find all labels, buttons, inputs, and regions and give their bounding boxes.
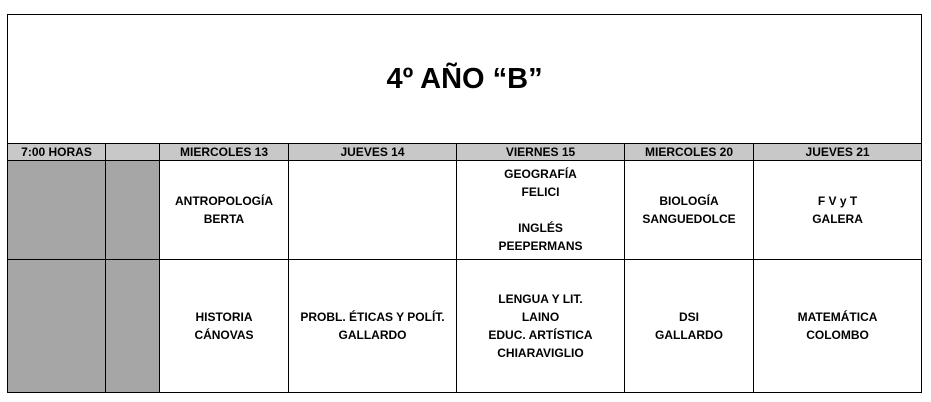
gray-cell	[106, 161, 160, 260]
class-cell	[289, 260, 457, 393]
day-header: JUEVES 21	[754, 144, 922, 161]
class-cell	[160, 161, 289, 260]
class-line: GALERA	[812, 212, 863, 226]
time-header: 7:00 HORAS	[8, 144, 106, 161]
class-line: MATEMÁTICA	[797, 310, 878, 324]
class-cell	[625, 260, 754, 393]
class-line: LENGUA Y LIT.	[498, 292, 583, 306]
day-header: VIERNES 15	[457, 144, 625, 161]
page-title: 4º AÑO “B”	[8, 15, 922, 144]
class-cell	[160, 260, 289, 393]
schedule-table	[7, 14, 922, 393]
header-row	[8, 144, 922, 161]
schedule-sheet	[7, 14, 921, 394]
class-cell	[625, 161, 754, 260]
class-line: COLOMBO	[806, 328, 869, 342]
blank-header	[106, 144, 160, 161]
day-header: JUEVES 14	[289, 144, 457, 161]
class-cell	[754, 161, 922, 260]
table-row	[8, 161, 922, 260]
class-line: CÁNOVAS	[194, 328, 254, 342]
day-header: MIERCOLES 13	[160, 144, 289, 161]
class-line: GEOGRAFÍA	[504, 167, 577, 181]
day-header: MIERCOLES 20	[625, 144, 754, 161]
blank-line	[457, 201, 624, 219]
class-line: GALLARDO	[338, 328, 407, 342]
class-line: EDUC. ARTÍSTICA	[488, 328, 593, 342]
class-line: LAINO	[521, 310, 560, 324]
class-line: SANGUEDOLCE	[642, 212, 736, 226]
class-line: DSI	[678, 310, 699, 324]
class-line: ANTROPOLOGÍA	[175, 194, 273, 208]
class-cell	[289, 161, 457, 260]
class-line: PEEPERMANS	[498, 239, 583, 253]
class-line: CHIARAVIGLIO	[497, 346, 584, 360]
gray-cell	[8, 260, 106, 393]
class-line: HISTORIA	[195, 310, 253, 324]
class-line: BERTA	[203, 212, 245, 226]
class-line: PROBL. ÉTICAS Y POLÍT.	[300, 310, 445, 324]
class-line: FELICI	[521, 185, 560, 199]
class-cell	[457, 161, 625, 260]
class-cell	[457, 260, 625, 393]
class-line: GALLARDO	[655, 328, 723, 342]
class-line: BIOLOGÍA	[659, 194, 719, 208]
class-line: INGLÉS	[518, 221, 563, 235]
gray-cell	[106, 260, 160, 393]
class-cell	[754, 260, 922, 393]
table-row	[8, 260, 922, 393]
gray-cell	[8, 161, 106, 260]
class-line: F V y T	[817, 194, 858, 208]
